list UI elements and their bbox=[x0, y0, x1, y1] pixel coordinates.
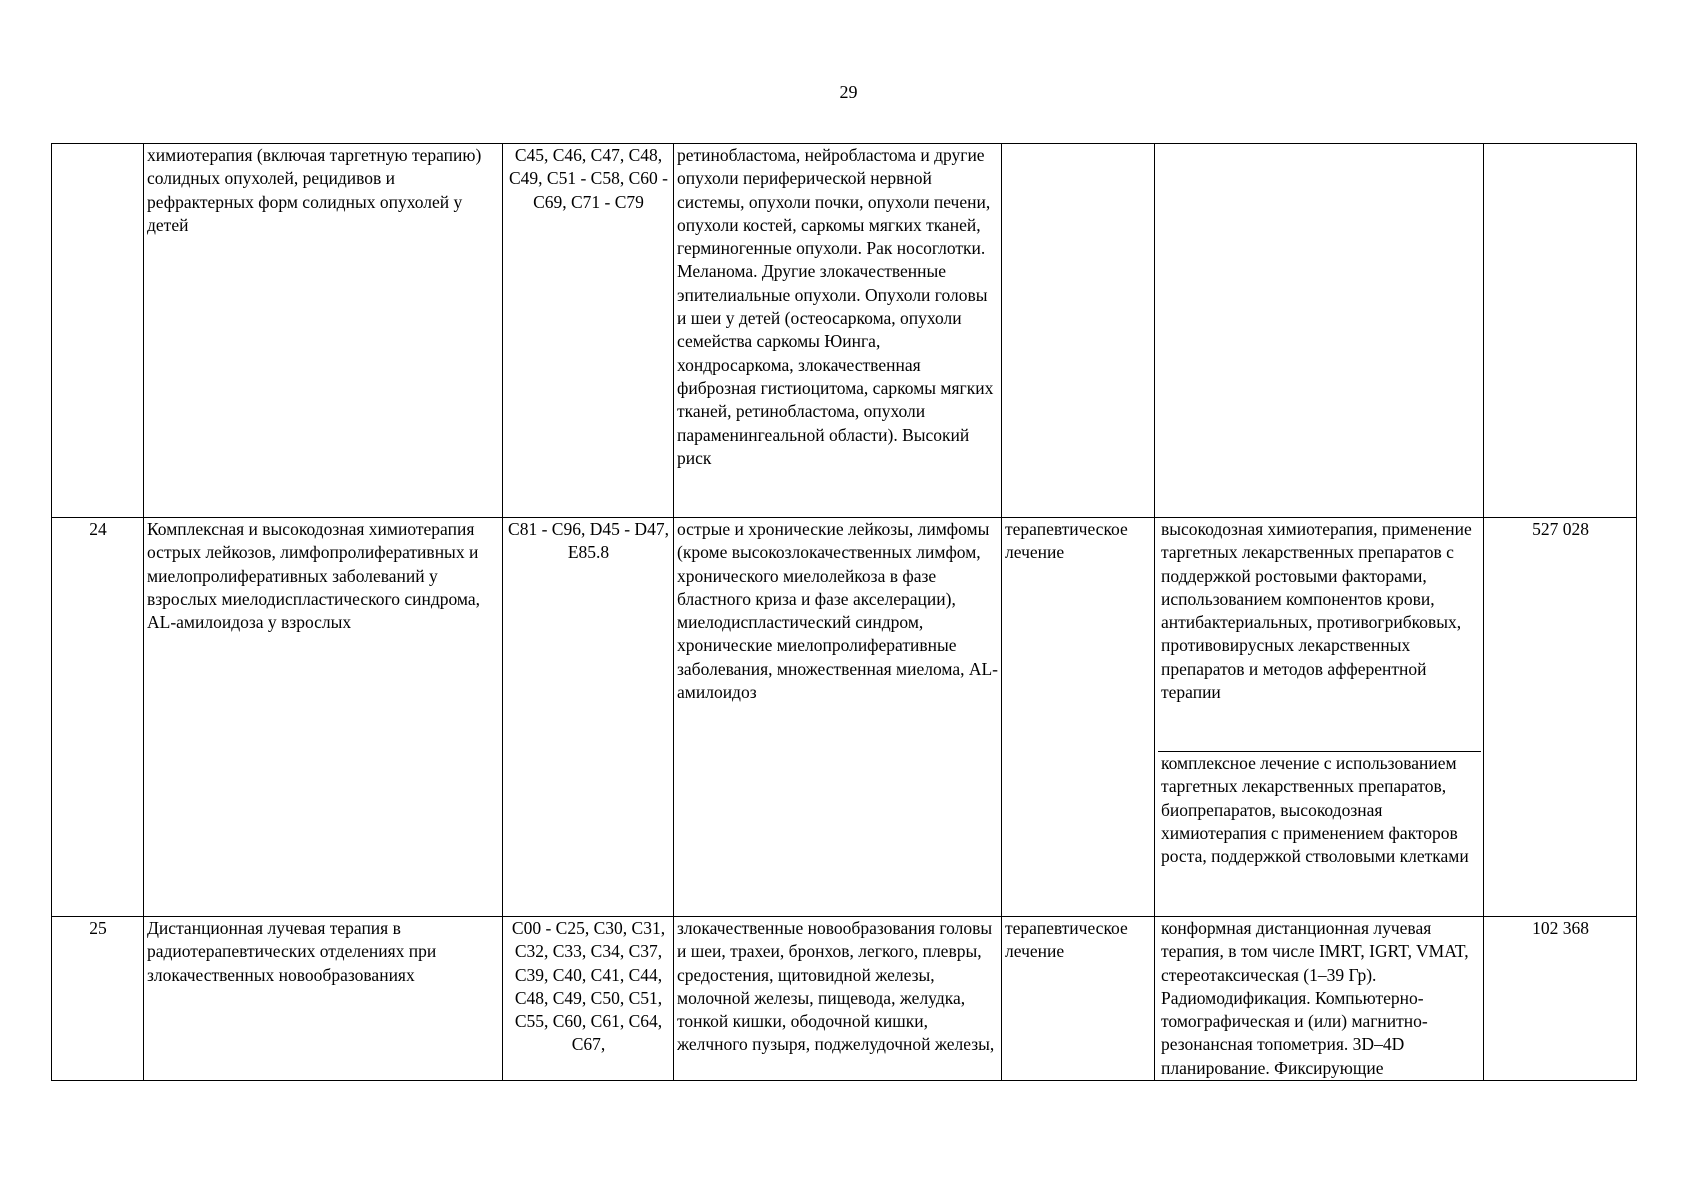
method-text: комплексное лечение с использованием таргетных лекарственных препаратов, биопрепаратов, высокодозная химиотерапия с применением факторов роста, поддержкой стволовыми клетками bbox=[1158, 751, 1481, 916]
page-number: 29 bbox=[839, 82, 858, 102]
icd-codes: C00 - C25, C30, C31, C32, C33, C34, C37, C39, C40, C41, C44, C48, C49, C50, C51, C55, C60, C61, C64, C67, bbox=[503, 917, 674, 1081]
treatment-methods bbox=[1155, 518, 1484, 917]
method-text: высокодозная химиотерапия, применение таргетных лекарственных препаратов с поддержкой ростовыми факторами, использованием компонентов крови, антибактериальных, противогрибковых, противовирусных лекарственных препаратов и методов афферентной терапии bbox=[1161, 519, 1472, 703]
icd-codes: C81 - C96, D45 - D47, E85.8 bbox=[503, 518, 674, 917]
row-number: 24 bbox=[52, 518, 144, 917]
cost-value: 102 368 bbox=[1484, 917, 1637, 1081]
treatment-type: терапевтическое лечение bbox=[1002, 917, 1155, 1081]
row-number bbox=[52, 144, 144, 518]
patient-model: острые и хронические лейкозы, лимфомы (кроме высокозлокачественных лимфом, хронического миелолейкоза в фазе бластного криза и фазе акселерации), миелодиспластический синдром, хронические миелопролиферативные заболевания, множественная миелома, AL-амилоидоз bbox=[674, 518, 1002, 917]
service-name: Комплексная и высокодозная химиотерапия острых лейкозов, лимфопролиферативных и миелопролиферативных заболеваний у взрослых миелодиспластического синдрома, AL-амилоидоза у взрослых bbox=[144, 518, 503, 917]
row-number: 25 bbox=[52, 917, 144, 1081]
cost-value bbox=[1484, 144, 1637, 518]
table-row bbox=[52, 144, 1637, 518]
treatment-type: терапевтическое лечение bbox=[1002, 518, 1155, 917]
service-name: Дистанционная лучевая терапия в радиотерапевтических отделениях при злокачественных новообразованиях bbox=[144, 917, 503, 1081]
services-table bbox=[51, 143, 1637, 1081]
patient-model: злокачественные новообразования головы и шеи, трахеи, бронхов, легкого, плевры, средостения, щитовидной железы, молочной железы, пищевода, желудка, тонкой кишки, ободочной кишки, желчного пузыря, поджелудочной железы, bbox=[674, 917, 1002, 1081]
treatment-type bbox=[1002, 144, 1155, 518]
table-row bbox=[52, 917, 1637, 1081]
method-text: конформная дистанционная лучевая терапия, в том числе IMRT, IGRT, VMAT, стереотаксическая (1–39 Гр). Радиомодификация. Компьютерно-томографическая и (или) магнитно-резонансная топометрия. 3D–4D планирование. Фиксирующие bbox=[1161, 918, 1469, 1078]
cost-value: 527 028 bbox=[1484, 518, 1637, 917]
treatment-methods bbox=[1155, 917, 1484, 1081]
table-row bbox=[52, 518, 1637, 917]
treatment-methods bbox=[1155, 144, 1484, 518]
patient-model: ретинобластома, нейробластома и другие опухоли периферической нервной системы, опухоли почки, опухоли печени, опухоли костей, саркомы мягких тканей, герминогенные опухоли. Рак носоглотки. Меланома. Другие злокачественные эпителиальные опухоли. Опухоли головы и шеи у детей (остеосаркома, опухоли семейства саркомы Юинга, хондросаркома, злокачественная фиброзная гистиоцитома, саркомы мягких тканей, ретинобластома, опухоли параменингеальной области). Высокий риск bbox=[674, 144, 1002, 518]
service-name: химиотерапия (включая таргетную терапию) солидных опухолей, рецидивов и рефрактерных форм солидных опухолей у детей bbox=[144, 144, 503, 518]
icd-codes: C45, C46, C47, C48, C49, C51 - C58, C60 - C69, C71 - C79 bbox=[503, 144, 674, 518]
